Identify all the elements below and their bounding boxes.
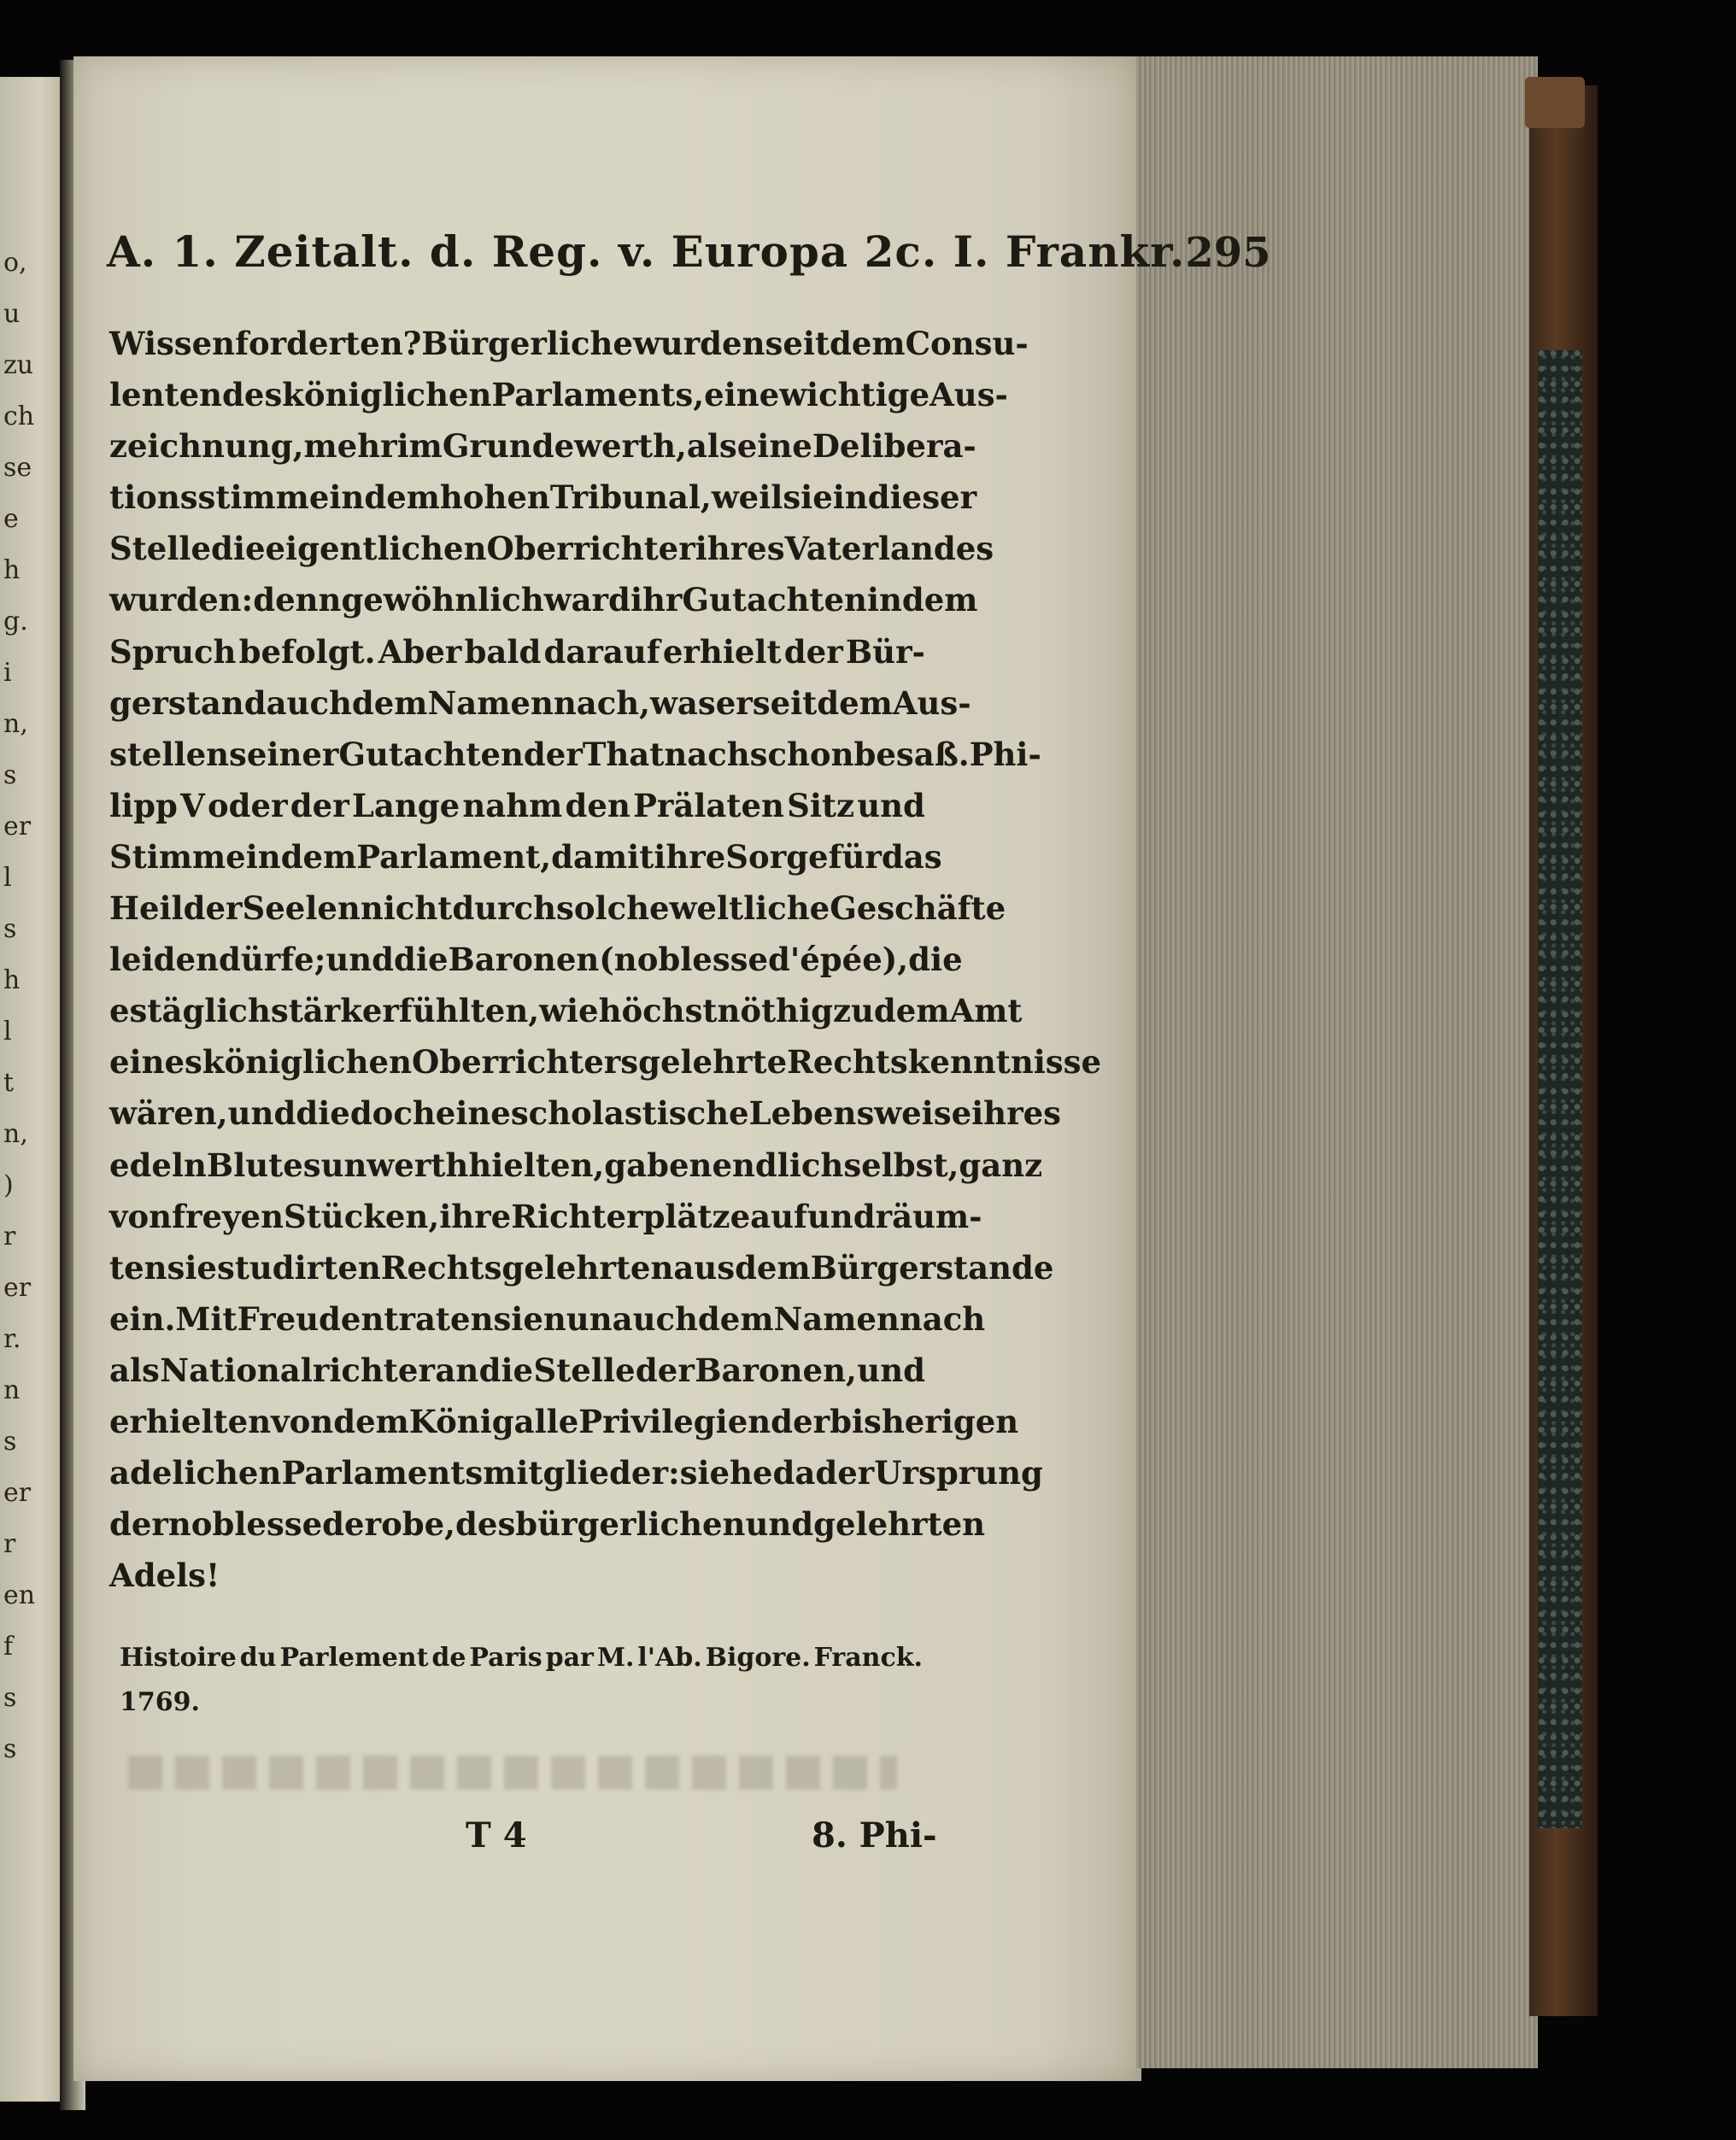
previous-page-fragment: r bbox=[3, 1529, 16, 1559]
running-title: A. 1. Zeitalt. d. Reg. v. Europa 2c. I. Frankr. bbox=[107, 226, 1186, 277]
previous-page-fragment: h bbox=[3, 555, 21, 585]
previous-page-fragment: u bbox=[3, 299, 21, 329]
previous-page-fragment: g. bbox=[3, 607, 28, 636]
previous-page-edge bbox=[0, 77, 67, 2102]
previous-page-fragment: s bbox=[3, 1427, 17, 1457]
text-line: wurden: denn gewöhnlich ward ihr Gutachten in dem bbox=[109, 581, 978, 619]
running-header bbox=[107, 226, 1271, 277]
previous-page-fragment: r. bbox=[3, 1324, 21, 1354]
signature-mark: T 4 bbox=[466, 1815, 527, 1856]
previous-page-fragment: s bbox=[3, 1734, 17, 1764]
previous-page-fragment: s bbox=[3, 1683, 17, 1713]
text-line: Stimme in dem Parlament, damit ihre Sorge für das bbox=[109, 837, 942, 876]
text-line: es täglich stärker fühlten, wie höchstnöthig zu dem Amt bbox=[109, 992, 1023, 1030]
text-line: Heil der Seelen nicht durch solche weltliche Geschäfte bbox=[109, 889, 1006, 928]
previous-page-fragment: en bbox=[3, 1580, 36, 1610]
previous-page-fragment: r bbox=[3, 1222, 16, 1252]
text-line: eines königlichen Oberrichters gelehrte Rechtskenntnisse bbox=[109, 1043, 1101, 1082]
text-line: erhielten von dem König alle Privilegien der bisherigen bbox=[109, 1402, 1019, 1440]
previous-page-fragment: l bbox=[3, 1017, 12, 1047]
previous-page-fragment: n, bbox=[3, 1119, 28, 1149]
text-line: ten sie studirten Rechtsgelehrten aus dem Bürgerstande bbox=[109, 1248, 1054, 1287]
previous-page-fragment: er bbox=[3, 1478, 32, 1508]
text-line: ein. Mit Freuden traten sie nun auch dem Namen nach bbox=[109, 1299, 986, 1338]
text-line: wären, und die doch eine scholastische Lebensweise ihres bbox=[109, 1094, 1061, 1133]
text-line: tionsstimme in dem hohen Tribunal, weil sie in dieser bbox=[109, 478, 977, 517]
show-through-text bbox=[128, 1756, 897, 1790]
previous-page-fragment: er bbox=[3, 812, 32, 841]
previous-page-fragment: s bbox=[3, 914, 17, 944]
previous-page-fragment: h bbox=[3, 965, 21, 995]
previous-page-fragment: zu bbox=[3, 350, 34, 380]
text-line: lenten des königlichen Parlaments, eine wichtige Aus- bbox=[109, 376, 1008, 414]
previous-page-fragment: n bbox=[3, 1375, 21, 1405]
text-line: als Nationalrichter an die Stelle der Baronen, und bbox=[109, 1351, 925, 1389]
previous-page-fragment: e bbox=[3, 504, 19, 534]
previous-page-fragment: t bbox=[3, 1068, 15, 1098]
text-line: lipp V oder der Lange nahm den Prälaten Sitz und bbox=[109, 786, 925, 824]
text-line: zeichnung, mehr im Grunde werth, als eine Delibera- bbox=[109, 427, 976, 466]
previous-page-fragment: ) bbox=[3, 1170, 14, 1200]
body-text bbox=[109, 318, 1101, 1601]
catchword: 8. Phi- bbox=[812, 1815, 937, 1856]
previous-page-fragment: n, bbox=[3, 709, 28, 739]
text-line: stellen seiner Gutachten der That nach schon besaß. Phi- bbox=[109, 735, 1041, 773]
text-line: Adels! bbox=[109, 1557, 220, 1595]
marbled-cover bbox=[1538, 350, 1582, 1828]
text-line: gerstand auch dem Namen nach, was er seit dem Aus- bbox=[109, 683, 971, 722]
text-line: Stelle die eigentlichen Oberrichter ihres Vaterlandes bbox=[109, 530, 994, 568]
previous-page-fragment: l bbox=[3, 863, 12, 893]
cover-corner bbox=[1525, 77, 1585, 128]
text-line: adelichen Parlamentsmitglieder: siehe da der Ursprung bbox=[109, 1454, 1043, 1492]
previous-page-fragment: se bbox=[3, 453, 32, 483]
page-block-edge bbox=[1136, 56, 1538, 2068]
footnote bbox=[120, 1636, 923, 1725]
previous-page-fragment: er bbox=[3, 1273, 32, 1303]
text-line: leiden dürfe; und die Baronen (noblesse d'épée), die bbox=[109, 941, 963, 979]
previous-page-fragment: f bbox=[3, 1632, 14, 1662]
text-line: der noblesse de robe, des bürgerlichen und gelehrten bbox=[109, 1505, 986, 1544]
page-number: 295 bbox=[1185, 229, 1271, 277]
text-line: von freyen Stücken, ihre Richterplätze auf und räum- bbox=[109, 1197, 982, 1235]
previous-page-fragment: o, bbox=[3, 248, 27, 278]
text-line: edeln Blutes unwerth hielten, gaben endlich selbst, ganz bbox=[109, 1146, 1043, 1184]
text-line: Wissen forderten? Bürgerliche wurden seitdem Consu- bbox=[109, 325, 1029, 362]
text-line: Spruch befolgt. Aber bald darauf erhielt der Bür- bbox=[109, 632, 925, 671]
footnote-line: Histoire du Parlement de Paris par M. l'Ab. Bigore. Franck. bbox=[120, 1643, 923, 1673]
previous-page-fragment: s bbox=[3, 760, 17, 790]
previous-page-fragment: i bbox=[3, 658, 12, 688]
footnote-line: 1769. bbox=[120, 1687, 200, 1717]
previous-page-fragment: ch bbox=[3, 402, 35, 431]
